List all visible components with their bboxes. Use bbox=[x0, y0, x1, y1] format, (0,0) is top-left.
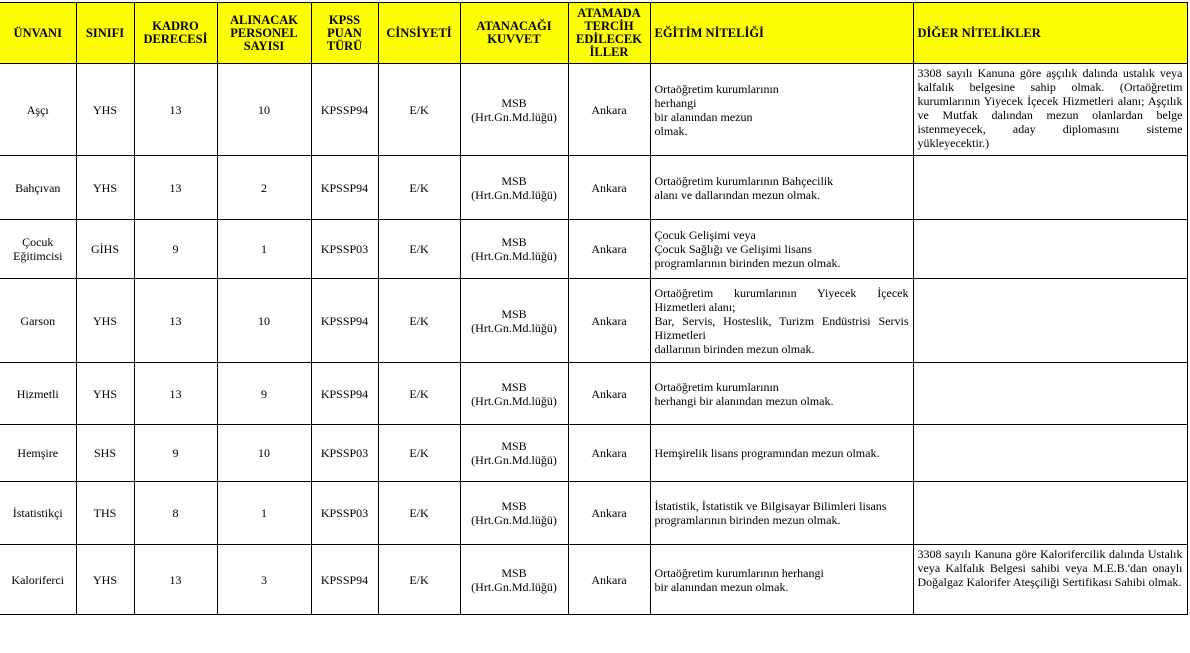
cell-kuvvet: MSB (Hrt.Gn.Md.lüğü) bbox=[460, 64, 568, 156]
cell-il: Ankara bbox=[568, 545, 650, 615]
header-kpss: KPSS PUAN TÜRÜ bbox=[311, 3, 378, 64]
cell-kuvvet: MSB (Hrt.Gn.Md.lüğü) bbox=[460, 545, 568, 615]
cell-cinsiyet: E/K bbox=[378, 425, 460, 482]
cell-kpss: KPSSP94 bbox=[311, 156, 378, 220]
cell-cinsiyet: E/K bbox=[378, 279, 460, 363]
cell-il: Ankara bbox=[568, 64, 650, 156]
cell-sayi: 3 bbox=[217, 545, 311, 615]
cell-egitim: Ortaöğretim kurumlarının herhangi bir alanından mezun olmak. bbox=[650, 64, 913, 156]
cell-sinif: YHS bbox=[76, 363, 134, 425]
cell-kadro: 13 bbox=[134, 156, 217, 220]
cell-il: Ankara bbox=[568, 279, 650, 363]
cell-sayi: 1 bbox=[217, 482, 311, 545]
cell-unvan: Çocuk Eğitimcisi bbox=[0, 220, 76, 279]
cell-kpss: KPSSP03 bbox=[311, 425, 378, 482]
cell-unvan: Garson bbox=[0, 279, 76, 363]
cell-sayi: 9 bbox=[217, 363, 311, 425]
header-egitim: EĞİTİM NİTELİĞİ bbox=[650, 3, 913, 64]
cell-kpss: KPSSP03 bbox=[311, 482, 378, 545]
cell-kadro: 9 bbox=[134, 220, 217, 279]
cell-il: Ankara bbox=[568, 363, 650, 425]
cell-unvan: Bahçıvan bbox=[0, 156, 76, 220]
cell-sinif: YHS bbox=[76, 279, 134, 363]
cell-kadro: 13 bbox=[134, 545, 217, 615]
personnel-table bbox=[0, 2, 1188, 615]
cell-cinsiyet: E/K bbox=[378, 64, 460, 156]
cell-kuvvet: MSB (Hrt.Gn.Md.lüğü) bbox=[460, 363, 568, 425]
cell-unvan: Hemşire bbox=[0, 425, 76, 482]
cell-sayi: 10 bbox=[217, 279, 311, 363]
cell-unvan: Hizmetli bbox=[0, 363, 76, 425]
cell-il: Ankara bbox=[568, 425, 650, 482]
table-row bbox=[0, 545, 1187, 615]
cell-kuvvet: MSB (Hrt.Gn.Md.lüğü) bbox=[460, 279, 568, 363]
cell-egitim: Ortaöğretim kurumlarının Bahçecilik alanı ve dallarından mezun olmak. bbox=[650, 156, 913, 220]
header-iller: ATAMADA TERCİH EDİLECEK İLLER bbox=[568, 3, 650, 64]
cell-kadro: 9 bbox=[134, 425, 217, 482]
cell-sinif: YHS bbox=[76, 156, 134, 220]
cell-egitim: Hemşirelik lisans programından mezun olmak. bbox=[650, 425, 913, 482]
cell-unvan: Aşçı bbox=[0, 64, 76, 156]
cell-egitim: Ortaöğretim kurumlarının herhangi bir alanından mezun olmak. bbox=[650, 545, 913, 615]
header-cinsiyet: CİNSİYETİ bbox=[378, 3, 460, 64]
cell-diger bbox=[913, 220, 1187, 279]
cell-sinif: YHS bbox=[76, 545, 134, 615]
cell-sinif: THS bbox=[76, 482, 134, 545]
cell-kadro: 13 bbox=[134, 64, 217, 156]
cell-il: Ankara bbox=[568, 156, 650, 220]
cell-cinsiyet: E/K bbox=[378, 482, 460, 545]
cell-kpss: KPSSP94 bbox=[311, 279, 378, 363]
cell-kpss: KPSSP94 bbox=[311, 64, 378, 156]
header-sinif: SINIFI bbox=[76, 3, 134, 64]
cell-kuvvet: MSB (Hrt.Gn.Md.lüğü) bbox=[460, 425, 568, 482]
cell-cinsiyet: E/K bbox=[378, 363, 460, 425]
header-kuvvet: ATANACAĞI KUVVET bbox=[460, 3, 568, 64]
cell-sayi: 10 bbox=[217, 64, 311, 156]
cell-diger bbox=[913, 482, 1187, 545]
cell-kadro: 13 bbox=[134, 279, 217, 363]
cell-egitim: Çocuk Gelişimi veya Çocuk Sağlığı ve Gelişimi lisans programlarının birinden mezun olmak. bbox=[650, 220, 913, 279]
table-row bbox=[0, 279, 1187, 363]
header-alinacak: ALINACAK PERSONEL SAYISI bbox=[217, 3, 311, 64]
cell-kuvvet: MSB (Hrt.Gn.Md.lüğü) bbox=[460, 482, 568, 545]
cell-sinif: SHS bbox=[76, 425, 134, 482]
cell-kuvvet: MSB (Hrt.Gn.Md.lüğü) bbox=[460, 220, 568, 279]
cell-unvan: Kaloriferci bbox=[0, 545, 76, 615]
cell-kpss: KPSSP03 bbox=[311, 220, 378, 279]
cell-unvan: İstatistikçi bbox=[0, 482, 76, 545]
table-row bbox=[0, 363, 1187, 425]
cell-sayi: 10 bbox=[217, 425, 311, 482]
table-row bbox=[0, 64, 1187, 156]
header-kadro: KADRO DERECESİ bbox=[134, 3, 217, 64]
cell-cinsiyet: E/K bbox=[378, 545, 460, 615]
cell-diger bbox=[913, 156, 1187, 220]
cell-kpss: KPSSP94 bbox=[311, 545, 378, 615]
cell-diger bbox=[913, 363, 1187, 425]
cell-egitim: Ortaöğretim kurumlarının herhangi bir alanından mezun olmak. bbox=[650, 363, 913, 425]
cell-diger: 3308 sayılı Kanuna göre aşçılık dalında ustalık veya kalfalık belgesine sahip olmak. (Ortaöğretim kurumlarının Yiyecek İçecek Hizmetleri alanı; Aşçılık ve Mutfak dalından mezun olanlardan belge istenmeyecek, aday diplomasını sisteme yükleyecektir.) bbox=[913, 64, 1187, 156]
header-row bbox=[0, 3, 1187, 64]
cell-kuvvet: MSB (Hrt.Gn.Md.lüğü) bbox=[460, 156, 568, 220]
cell-sinif: GİHS bbox=[76, 220, 134, 279]
cell-kadro: 8 bbox=[134, 482, 217, 545]
table-row bbox=[0, 425, 1187, 482]
cell-kadro: 13 bbox=[134, 363, 217, 425]
header-unvan: ÜNVANI bbox=[0, 3, 76, 64]
cell-sayi: 1 bbox=[217, 220, 311, 279]
cell-egitim: İstatistik, İstatistik ve Bilgisayar Bilimleri lisans programlarının birinden mezun olmak. bbox=[650, 482, 913, 545]
cell-il: Ankara bbox=[568, 220, 650, 279]
cell-diger: 3308 sayılı Kanuna göre Kalorifercilik dalında Ustalık veya Kalfalık Belgesi sahibi veya M.E.B.'dan onaylı Doğalgaz Kalorifer Ateşçiliği Sertifikası Sahibi olmak. bbox=[913, 545, 1187, 615]
cell-sinif: YHS bbox=[76, 64, 134, 156]
cell-egitim: Ortaöğretim kurumlarının Yiyecek İçecek Hizmetleri alanı; Bar, Servis, Hosteslik, Turizm Endüstrisi Servis Hizmetleri dallarının birinden mezun olmak. bbox=[650, 279, 913, 363]
cell-kpss: KPSSP94 bbox=[311, 363, 378, 425]
cell-diger bbox=[913, 425, 1187, 482]
cell-cinsiyet: E/K bbox=[378, 156, 460, 220]
table-row bbox=[0, 156, 1187, 220]
cell-il: Ankara bbox=[568, 482, 650, 545]
cell-diger bbox=[913, 279, 1187, 363]
header-diger: DİĞER NİTELİKLER bbox=[913, 3, 1187, 64]
table-row bbox=[0, 220, 1187, 279]
cell-cinsiyet: E/K bbox=[378, 220, 460, 279]
cell-sayi: 2 bbox=[217, 156, 311, 220]
table-row bbox=[0, 482, 1187, 545]
